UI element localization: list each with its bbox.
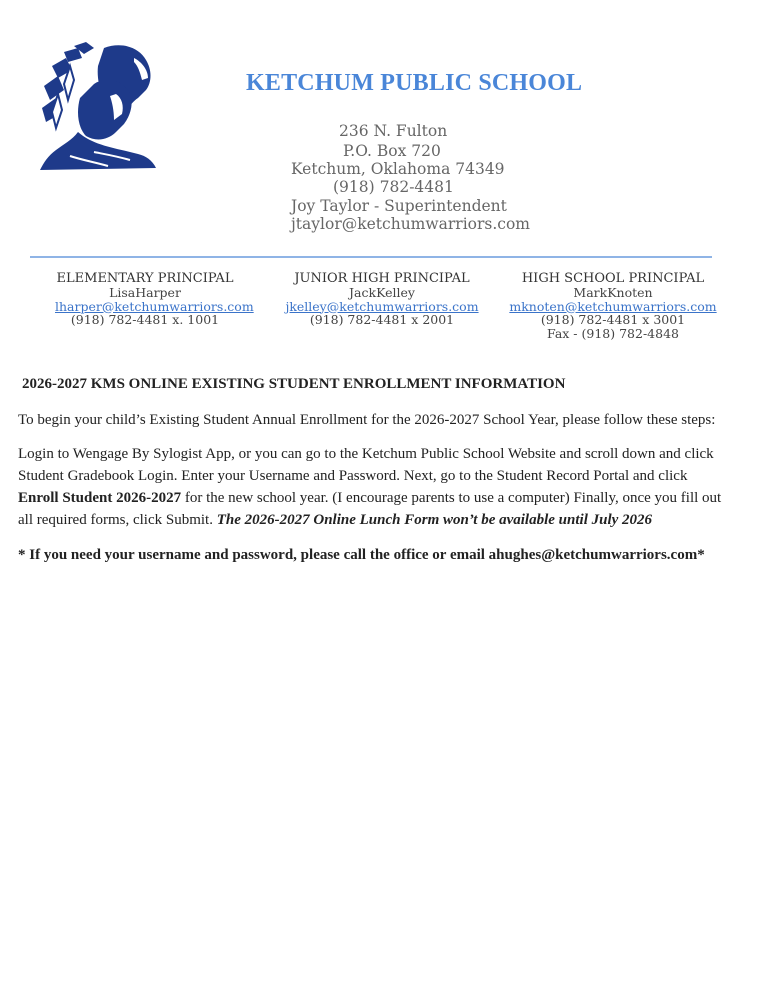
school-name: KETCHUM PUBLIC SCHOOL bbox=[246, 70, 583, 96]
principal-email-link[interactable]: lharper@ketchumwarriors.com bbox=[55, 298, 254, 314]
steps-text-1: Login to Wengage By Sylogist App, or you can go to the Ketchum Public School Website and scroll down and click Student Gradebook Login. Enter your Username and Password. Next, go to the Student Record Portal and click bbox=[18, 446, 714, 484]
school-logo bbox=[34, 36, 160, 176]
junior-high-principal-block bbox=[284, 271, 480, 327]
school-phone: (918) 782-4481 bbox=[333, 178, 454, 196]
principal-name: JackKelley bbox=[349, 285, 415, 300]
high-school-principal-block bbox=[508, 271, 718, 340]
enrollment-heading: 2026-2027 KMS ONLINE EXISTING STUDENT ENROLLMENT INFORMATION bbox=[22, 376, 566, 392]
principal-phone: (918) 782-4481 x 3001 bbox=[540, 312, 686, 327]
address-city: Ketchum, Oklahoma 74349 bbox=[291, 160, 505, 178]
address-street: 236 N. Fulton bbox=[339, 122, 448, 140]
principal-title: ELEMENTARY PRINCIPAL bbox=[56, 271, 234, 286]
credentials-notice: * If you need your username and password, please call the office or email ahughes@ketchumwarriors.com* bbox=[18, 547, 705, 563]
principal-email-link[interactable]: jkelley@ketchumwarriors.com bbox=[285, 298, 479, 314]
elementary-principal-block bbox=[55, 271, 254, 327]
principal-fax: Fax - (918) 782-4848 bbox=[547, 325, 679, 341]
principal-phone: (918) 782-4481 x 2001 bbox=[309, 312, 455, 327]
intro-paragraph: To begin your child’s Existing Student Annual Enrollment for the 2026-2027 School Year, please follow these steps: bbox=[18, 412, 716, 428]
enroll-student-text: Enroll Student 2026-2027 bbox=[18, 490, 182, 506]
superintendent-email: jtaylor@ketchumwarriors.com bbox=[291, 215, 530, 233]
steps-paragraph bbox=[18, 443, 730, 531]
principal-name: LisaHarper bbox=[109, 285, 181, 300]
principal-name: MarkKnoten bbox=[573, 285, 653, 300]
superintendent: Joy Taylor - Superintendent bbox=[291, 197, 507, 215]
principal-phone: (918) 782-4481 x. 1001 bbox=[70, 312, 220, 327]
principal-title: HIGH SCHOOL PRINCIPAL bbox=[521, 271, 705, 286]
header-divider bbox=[30, 256, 712, 258]
principal-email-link[interactable]: mknoten@ketchumwarriors.com bbox=[509, 298, 717, 314]
steps-text-2: for the new school year. (I encourage parents to use a computer) Finally, once you fill out all required forms, click Submit. bbox=[18, 490, 722, 528]
principal-title: JUNIOR HIGH PRINCIPAL bbox=[294, 271, 470, 286]
address-po-box: P.O. Box 720 bbox=[343, 142, 441, 160]
lunch-form-notice: The 2026-2027 Online Lunch Form won’t be available until July 2026 bbox=[216, 512, 653, 528]
